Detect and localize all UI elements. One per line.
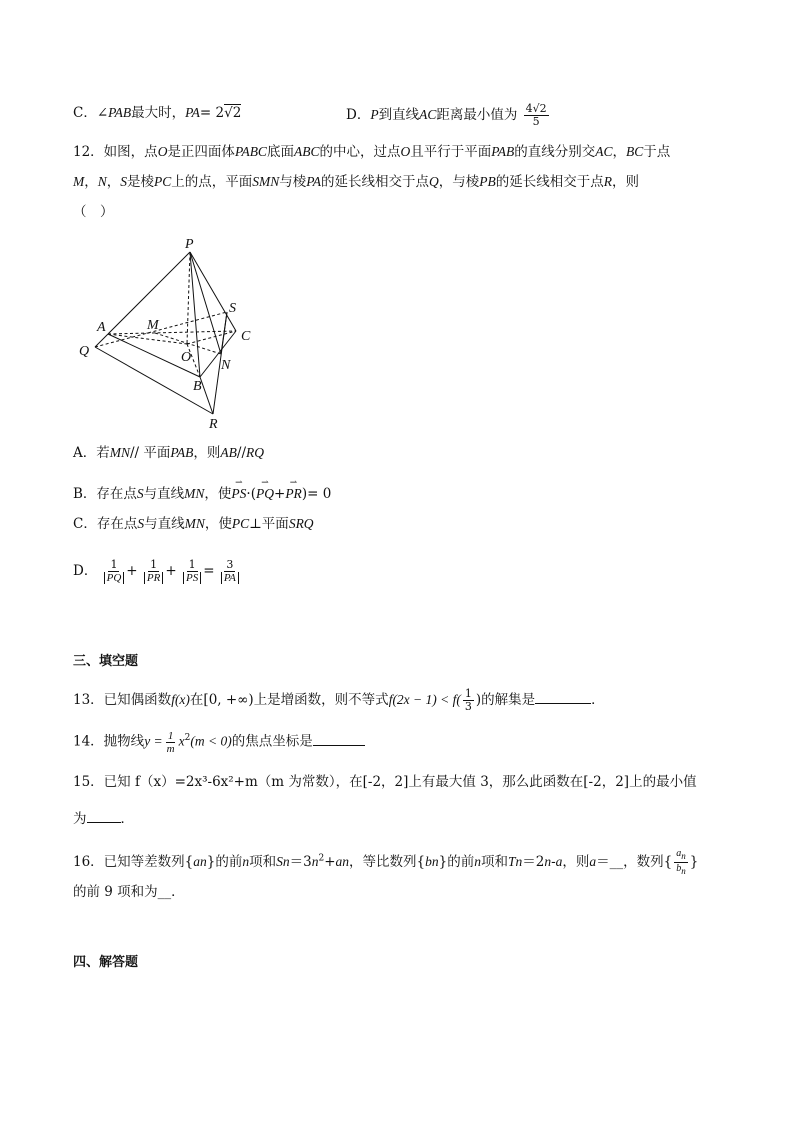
edge-PB <box>190 252 200 377</box>
q11-option-c: C．∠PAB最大时，PA= 2√2 <box>73 105 242 121</box>
q11-option-d: D．P到直线AC距离最小值为 $\frac{4√2}{5}$ <box>346 102 547 128</box>
q14-text: 14．抛物线y = $\frac{1}{m}$ $x^2(m < 0)$的焦点坐标是 <box>73 728 365 755</box>
line-BR <box>200 377 213 414</box>
label-O: O <box>181 350 192 365</box>
q12-line-1: 12．如图，点O是正四面体PABC底面ABC的中心，过点O且平行于平面PAB的直线分别交AC，BC于点 <box>73 144 671 160</box>
label-S: S <box>229 301 236 316</box>
q14-blank[interactable] <box>313 731 365 746</box>
edge-AC <box>108 331 236 334</box>
line-OC <box>187 331 236 344</box>
line-QS <box>95 312 227 347</box>
q15-line-1: 15．已知 f（x）=2x³-6x²+m（m 为常数），在[-2，2]上有最大值 3，那么此函数在[-2，2]上的最小值 <box>73 774 697 790</box>
label-R: R <box>209 417 218 432</box>
label-N: N <box>221 358 231 373</box>
q12-option-c: C．存在点S与直线MN，使PC⊥平面SRQ <box>73 516 314 532</box>
label-A: A <box>97 320 106 335</box>
q12-answer-bracket: （ ） <box>73 204 114 220</box>
q12-option-d: D． $\frac{1}{PQ}$ + $\frac{1}{PR}$ + $\frac{1}{PS}$ = $\frac{3}{PA}$ <box>73 557 241 585</box>
q11-d-fraction: $\frac{4√2}{5}$ <box>525 102 547 128</box>
q16-line-2: 的前 9 项和为__． <box>73 884 185 900</box>
label-M: M <box>147 318 159 333</box>
line-PO <box>187 252 190 344</box>
q15-blank[interactable] <box>87 808 121 823</box>
edge-PC <box>190 252 236 331</box>
q13-blank[interactable] <box>535 689 591 704</box>
label-P: P <box>185 237 194 252</box>
label-B: B <box>193 379 202 394</box>
tetrahedron-figure <box>75 232 265 432</box>
section-3-heading: 三、填空题 <box>73 654 139 669</box>
q16-line-1: 16．已知等差数列{an}的前n项和$Sn=3n^2+an$，等比数列{bn}的前n项和Tn＝2n-a，则a＝__，数列{ $\frac{a_n}{b_n}$ } <box>73 848 699 876</box>
edge-BC <box>200 331 236 377</box>
q15-line-2: 为 ． <box>73 808 134 829</box>
label-Q: Q <box>79 344 90 359</box>
q12-option-a: A．若MN// 平面PAB，则AB//RQ <box>73 445 264 461</box>
section-4-heading: 四、解答题 <box>73 955 139 970</box>
q13-text: 13．已知偶函数f(x)在[0, +∞)上是增函数，则不等式f(2x − 1) < f( $\frac{1}{3}$ )的解集是 ． <box>73 687 605 713</box>
line-SN <box>221 312 227 354</box>
q12-line-2: M，N，S是棱PC上的点，平面SMN与棱PA的延长线相交于点Q，与棱PB的延长线相交于点R，则 <box>73 174 640 190</box>
q12-option-b: B．存在点S与直线MN，使⇀ PS·(⇀ PQ+⇀ PR)= 0 <box>73 478 331 504</box>
label-C: C <box>241 329 251 344</box>
